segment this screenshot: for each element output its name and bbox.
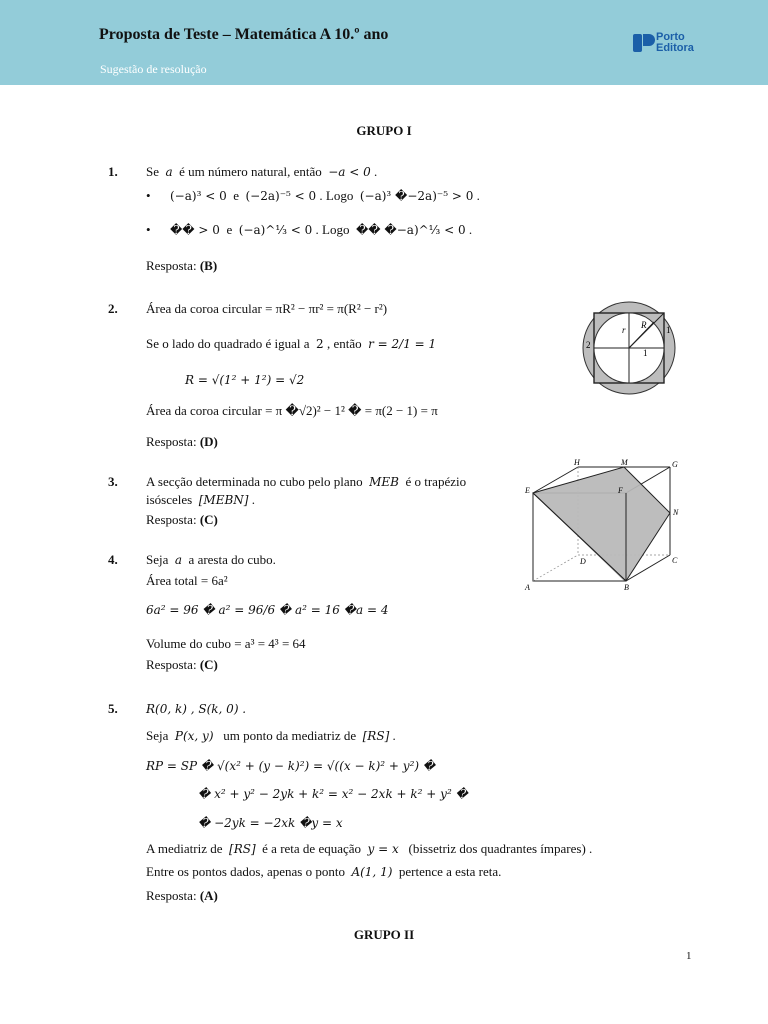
q3-fig-label-F: F: [618, 486, 623, 495]
q1-number: 1.: [108, 164, 118, 179]
q1-bullet-1-marker: •: [146, 188, 151, 203]
header-bar: [0, 0, 768, 85]
q2-fig-label-one-a: 1: [666, 325, 671, 335]
q3-number: 3.: [108, 474, 118, 489]
q5-line6: A mediatriz de [RS] é a reta de equação y = x (bissetriz dos quadrantes ímpares) .: [146, 841, 593, 856]
q5-line1: R(0, k) , S(k, 0) .: [146, 702, 247, 716]
q3-fig-label-H: H: [574, 458, 580, 467]
q5-line5: � −2yk = −2xk �y = x: [198, 816, 343, 830]
q5-answer: Resposta: (A): [146, 888, 218, 903]
publisher-logo: [633, 32, 703, 56]
q3-fig-label-C: C: [672, 556, 678, 565]
q2-annulus-figure: [574, 300, 684, 400]
q1-line1: Se a é um número natural, então −a < 0 .: [146, 164, 378, 179]
document-subtitle: Sugestão de resolução: [100, 62, 207, 76]
q3-line1: A secção determinada no cubo pelo plano MEB é o trapézio: [146, 474, 467, 489]
q1-bullet-2: �� > 0 e (−a)^⅓ < 0 . Logo �� �−a)^⅓ < 0 .: [170, 222, 473, 237]
q4-line1: Seja a a aresta do cubo.: [146, 552, 276, 567]
page-number: 1: [686, 950, 692, 962]
q4-number: 4.: [108, 552, 118, 567]
q3-cube-figure: [520, 455, 690, 595]
q1-bullet-2-marker: •: [146, 222, 151, 237]
publisher-logo-text: Porto Editora: [656, 31, 694, 54]
q3-fig-label-G: G: [672, 460, 678, 469]
q2-fig-label-two: 2: [586, 340, 591, 350]
q2-line3: R = √(1² + 1²) = √2: [185, 373, 305, 387]
group-1-heading: GRUPO I: [356, 123, 412, 138]
q1-answer: Resposta: (B): [146, 258, 218, 273]
q5-line2: Seja P(x, y) um ponto da mediatriz de [RS] .: [146, 728, 396, 743]
q3-line2: isósceles [MEBN] .: [146, 492, 255, 507]
q4-line4: Volume do cubo = a³ = 4³ = 64: [146, 636, 306, 651]
q5-line3: RP = SP � √(x² + (y − k)²) = √((x − k)² + y²) �: [146, 759, 436, 773]
q2-fig-label-one-b: 1: [643, 348, 648, 358]
q2-fig-label-R: R: [641, 320, 647, 330]
q1-bullet-1: (−a)³ < 0 e (−2a)⁻⁵ < 0 . Logo (−a)³ �−2a)⁻⁵ > 0 .: [170, 188, 480, 203]
q4-line2: Área total = 6a²: [146, 573, 228, 588]
q3-fig-label-A: A: [525, 583, 530, 592]
q3-fig-label-N: N: [673, 508, 679, 517]
q4-line3: 6a² = 96 � a² = 96/6 � a² = 16 �a = 4: [146, 603, 389, 617]
q2-line4: Área da coroa circular = π �√2)² − 1² � = π(2 − 1) = π: [146, 403, 438, 418]
q2-answer: Resposta: (D): [146, 434, 218, 449]
q5-number: 5.: [108, 701, 118, 716]
group-2-heading: GRUPO II: [353, 927, 415, 942]
q3-fig-label-M: M: [621, 458, 628, 467]
q3-fig-label-E: E: [525, 486, 530, 495]
q3-answer: Resposta: (C): [146, 512, 218, 527]
document-title: Proposta de Teste – Matemática A 10.º ano: [99, 26, 389, 43]
q3-fig-label-B: B: [624, 583, 629, 592]
q2-fig-label-r: r: [622, 325, 626, 335]
q2-line1: Área da coroa circular = πR² − πr² = π(R² − r²): [146, 301, 388, 316]
q3-fig-label-D: D: [580, 557, 586, 566]
q4-answer: Resposta: (C): [146, 657, 218, 672]
q2-line2: Se o lado do quadrado é igual a 2 , então r = 2/1 = 1: [146, 336, 437, 351]
q2-number: 2.: [108, 301, 118, 316]
q5-line4: � x² + y² − 2yk + k² = x² − 2xk + k² + y² �: [198, 787, 468, 801]
q5-line7: Entre os pontos dados, apenas o ponto A(1, 1) pertence a esta reta.: [146, 864, 502, 879]
publisher-logo-icon: [633, 33, 655, 53]
